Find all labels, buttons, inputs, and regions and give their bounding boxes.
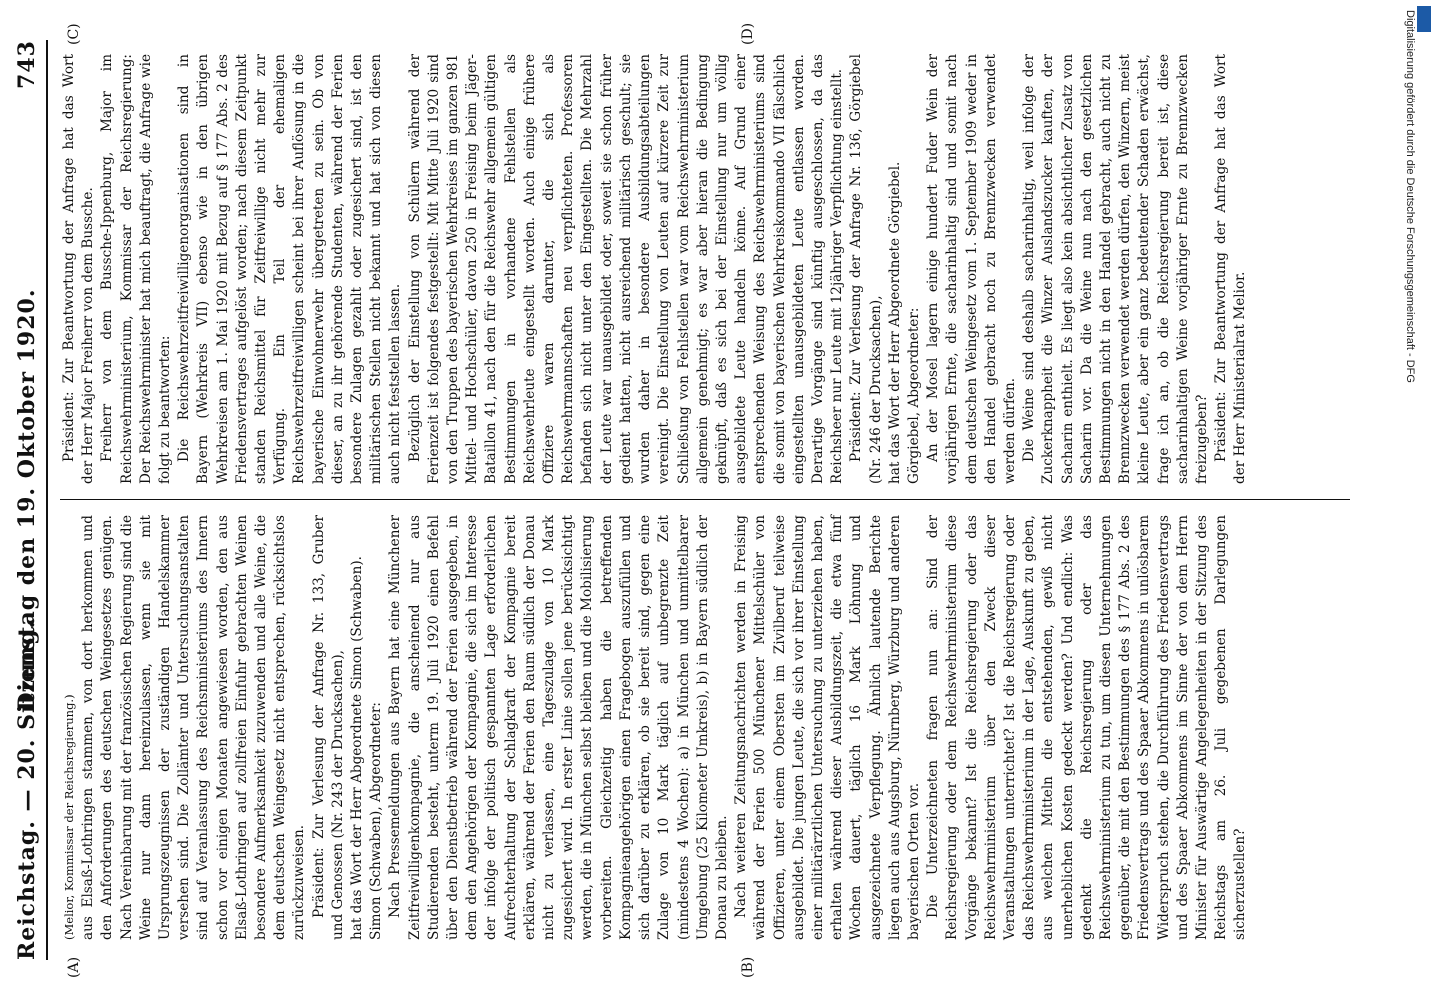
header-center: Dienstag den 19. Oktober 1920. — [14, 288, 40, 712]
paragraph: aus Elsaß-Lothringen stammen, von dort herkommen und den Anforderungen des deutschen Weingesetzes genügen. Nach Vereinbarung mit der französischen Regierung sind die Weine nur dann hereinzulassen, wenn sie mit Ursprungszeugnissen der zuständigen Handelskammer versehen sind. Die Zollämter und Untersuchungsanstalten sind auf Veranlassung des Reichsministeriums des Innern schon vor einigen Monaten angewiesen worden, den aus Elsaß-Lothringen auf zollfreien Einfuhr gebrachten Weinen besondere Aufmerksamkeit zuzuwenden und alle Weine, die dem deutschen Weingesetz nicht entsprechen, rücksichtslos zurückzuweisen. — [80, 515, 308, 940]
paragraph: Präsident: Zur Beantwortung der Anfrage hat das Wort der Herr Major Freiherr von dem Bussche. — [61, 54, 97, 484]
dfg-logo-icon — [1417, 6, 1431, 32]
margin-mark-a: (A) — [66, 956, 82, 978]
paragraph: Bezüglich der Einstellung von Schülern während der Ferienzeit ist folgendes festgestellt: Mit Mitte Juli 1920 sind von den Truppen des bayerischen Wehrkreises im ganzen 981 Mittel- und Hochschüler, davon 250 in Freising beim Jäger-Bataillon 41, nach den für die Reichswehr allgemein gültigen Bestimmungen in vorhandene Fehlstellen als Reichswehrleute eingestellt worden. Auch einige frühere Offiziere waren darunter, die sich als Reichswehrmannschaften neu verpflichteten. Professoren befanden sich nicht unter den Eingestellten. Die Mehrzahl der Leute war unausgebildet oder, soweit sie schon früher gedient hatten, nicht ausreichend militärisch geschult; sie wurden daher in besondere Ausbildungsabteilungen vereinigt. Die Einstellung von Leuten auf kürzere Zeit zur Schließung von Fehlstellen war vom Reichswehrministerium allgemein genehmigt; es war aber hieran die Bedingung geknüpft, daß es sich bei der Einstellung nur um völlig ausgebildete Leute handeln könne. Auf Grund einer entsprechenden Weisung des Reichswehrministeriums sind die somit von bayerischen Wehrkreiskommando VII fälschlich eingestellten unausgebildeten Leute entlassen worden. Derartige Vorgänge sind künftig ausgeschlossen, da das Reichsheer nur Leute mit 12jähriger Verpflichtung einstellt. — [406, 54, 846, 484]
paragraph: Präsident: Zur Beantwortung der Anfrage hat das Wort der Herr Ministerialrat Melior. — [1213, 54, 1249, 484]
credit-text: Digitalisierung gefördert durch die Deutsche Forschungsgemeinschaft - DFG — [1404, 10, 1416, 383]
margin-mark-b: (B) — [740, 956, 756, 978]
left-column — [60, 515, 1251, 940]
margin-mark-d: (D) — [740, 22, 756, 45]
paragraph: Präsident: Zur Verlesung der Anfrage Nr. 133, Gruber und Genossen (Nr. 243 der Drucksachen), — [310, 515, 346, 940]
paragraph: hat das Wort der Herr Abgeordnete Simon (Schwaben). — [349, 556, 366, 940]
page-number: 743 — [14, 40, 40, 89]
column-divider — [60, 499, 1350, 500]
margin-mark-c: (C) — [66, 23, 82, 45]
right-column — [60, 54, 1251, 484]
paragraph: Nach Pressemeldungen aus Bayern hat eine Münchener Zeitfreiwilligenkompagnie, die anscheinend nur aus Studierenden besteht, unterm 19. Juli 1920 einen Befehl über den Dienstbetrieb während der Ferien ausgegeben, in dem den Angehörigen der Kompagnie, die sich im Interesse der infolge der politisch gespannten Lage erforderlichen Aufrechterhaltung der Schlagkraft der Kompagnie bereit erklären, während der Ferien den Raum südlich der Donau nicht zu verlassen, eine Tageszulage von 10 Mark zugesichert wird. In erster Linie sollen jene berücksichtigt werden, die in München selbst bleiben und die Mobilisierung vorbereiten. Gleichzeitig haben die betreffenden Kompagnieangehörigen einen Fragebogen auszufüllen und sich darüber zu erklären, ob sie bereit sind, gegen eine Zulage von 10 Mark täglich auf unbegrenzte Zeit (mindestens 4 Wochen): a) in München und unmittelbarer Umgebung (25 Kilometer Umkreis), b) in Bayern südlich der Donau zu bleiben. — [387, 515, 730, 940]
running-header — [12, 40, 48, 960]
speaker-heading: Görgiebel, Abgeordneter: — [905, 307, 922, 484]
paragraph: Die Weine sind deshalb sacharinhaltig, weil infolge der Zuckerknappheit die Winzer Auslandszucker kauften, der Sacharin enthielt. Es liegt also kein absichtlicher Zusatz von Sacharin vor. Da die Weine nun nach den gesetzlichen Bestimmungen nicht in den Handel gebracht, auch nicht zu Brennzwecken verwendet werden dürfen, den Winzern, meist kleine Leute, aber ein ganz bedeutender Schaden erwächst, frage ich an, ob die Reichsregierung bereit ist, diese sacharinhaltigen Weine vorjähriger Ernte zu Brennzwecken freizugeben? — [1021, 54, 1210, 484]
speaker-continuation: (Melior, Kommissar der Reichsregierung.) — [62, 694, 76, 940]
paragraph: Die Reichswehrzeitfreiwilligenorganisationen sind in Bayern (Wehrkreis VII) ebenso wie in den übrigen Wehrkreisen am 1. Mai 1920 mit Bezug auf § 177 Abs. 2 des Friedensvertrages aufgelöst worden; nach diesem Zeitpunkt standen Reichsmittel für Zeitfreiwillige nicht mehr zur Verfügung. Ein Teil der ehemaligen Reichswehrzeitfreiwilligen scheint bei ihrer Auflösung in die bayerische Einwohnerwehr übergetreten zu sein. Ob von dieser, an zu ihr gehörende Studenten, während der Ferien besondere Zulagen gezahlt oder zugesichert sind, ist den militärischen Stellen nicht bekannt und hat sich von diesen auch nicht feststellen lassen. — [176, 54, 404, 484]
paragraph: Freiherr von dem Bussche-Ippenburg, Major im Reichswehrministerium, Kommissar der Reichsregierung: Der Reichswehrminister hat mich beauftragt, die Anfrage wie folgt zu beantworten: — [99, 54, 174, 484]
paragraph: hat das Wort der Herr Abgeordnete Görgiebel. — [886, 161, 903, 484]
paragraph: Die Unterzeichneten fragen nun an: Sind der Reichsregierung oder dem Reichswehrministerium diese Vorgänge bekannt? Ist die Reichsregierung oder das Reichswehrministerium über den Zweck dieser Veranstaltungen unterrichtet? Ist die Reichsregierung oder das Reichswehrministerium in der Lage, Auskunft zu geben, aus welchen Mitteln die entstehenden, gewiß nicht unerheblichen Kosten gedeckt werden? Und endlich: Was gedenkt die Reichsregierung oder das Reichswehrministerium zu tun, um diesen Unternehmungen gegenüber, die mit den Bestimmungen des § 177 Abs. 2 des Friedensvertrags und des Spaaer Abkommens in unlösbarem Widerspruch stehen, die Durchführung des Friedensvertrags und des Spaaer Abkommens im Sinne der von dem Herrn Minister für Auswärtige Angelegenheiten in der Sitzung des Reichstags am 26. Juli gegebenen Darlegungen sicherzustellen? — [925, 515, 1249, 940]
digitization-credit — [1402, 10, 1420, 990]
paragraph: An der Mosel lagern einige hundert Fuder Wein der vorjährigen Ernte, die sacharinhaltig sind und somit nach dem deutschen Weingesetz vom 1. September 1909 weder in den Handel gebracht noch zu Brennzwecken verwendet werden dürfen. — [925, 54, 1018, 484]
header-left: Reichstag. — 20. Sitzung. — [14, 619, 40, 960]
speaker-heading: Simon (Schwaben), Abgeordneter: — [368, 701, 385, 940]
paragraph: Nach weiteren Zeitungsnachrichten werden in Freising während der Ferien 500 Münchener Mittelschüler von Offizieren, unter einem Obersten im Zivilberuf teilweise ausgebildet. Die jungen Leute, die sich vor ihrer Einstellung einer militärärztlichen Untersuchung zu unterziehen haben, erhalten während dieser Ausbildungszeit, die etwa fünf Wochen dauert, täglich 16 Mark Löhnung und ausgezeichnete Verpflegung. Ähnlich lautende Berichte liegen auch aus Augsburg, Nürnberg, Würzburg und anderen bayerischen Orten vor. — [733, 515, 922, 940]
paragraph: Präsident: Zur Verlesung der Anfrage Nr. 136, Görgiebel (Nr. 246 der Drucksachen), — [848, 54, 884, 484]
